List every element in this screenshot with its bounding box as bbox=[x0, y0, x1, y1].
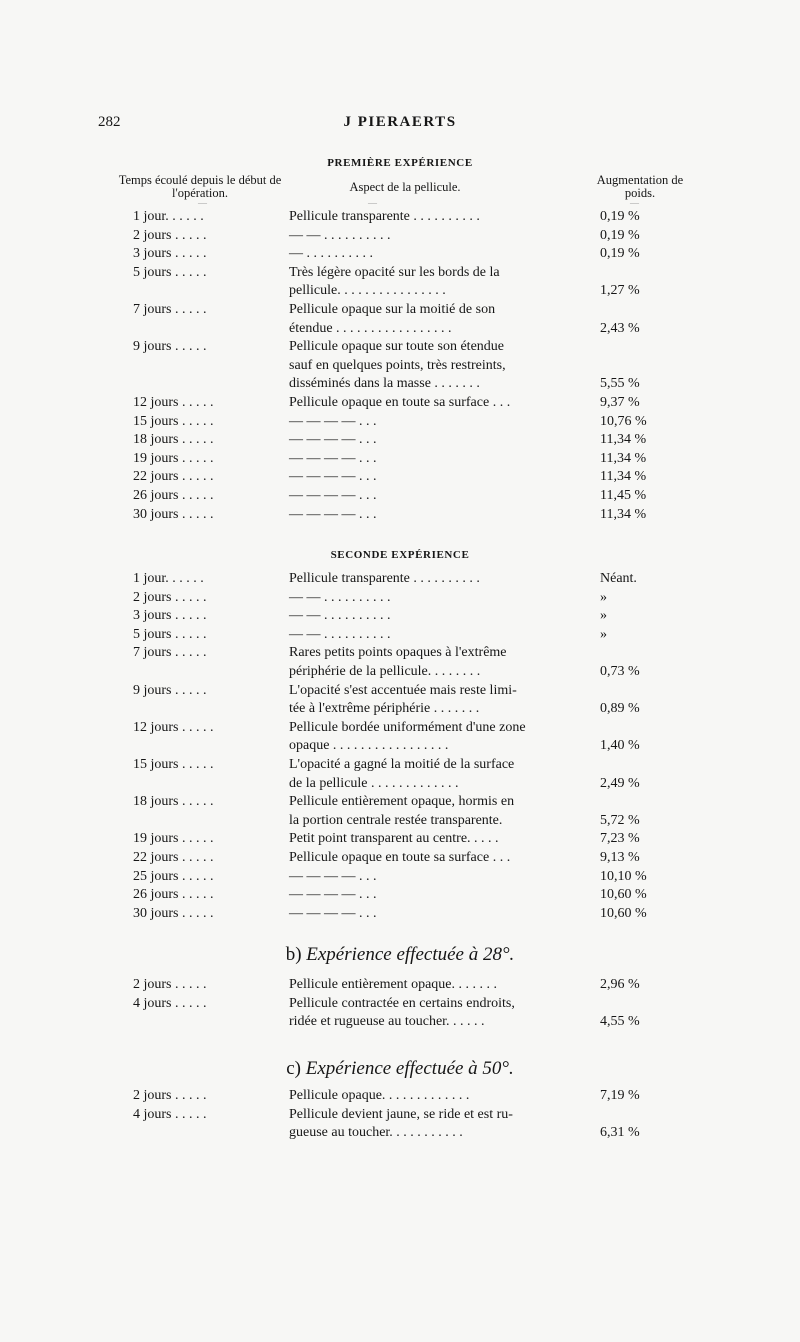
row-time: 2 jours . . . . . bbox=[133, 227, 207, 243]
subsection-heading-c bbox=[0, 1058, 800, 1080]
row-weight-gain: » bbox=[600, 626, 607, 642]
row-weight-gain: » bbox=[600, 589, 607, 605]
row-aspect-line: Pellicule devient jaune, se ride et est ru- bbox=[289, 1106, 513, 1122]
row-time: 2 jours . . . . . bbox=[133, 589, 207, 605]
row-weight-gain: Néant. bbox=[600, 571, 637, 586]
row-aspect-line: — — — — . . . bbox=[289, 450, 377, 466]
row-aspect-line: Pellicule bordée uniformément d'une zone bbox=[289, 719, 526, 735]
subsection-label: c) bbox=[286, 1058, 301, 1079]
row-aspect-line: Pellicule transparente . . . . . . . . . . bbox=[289, 209, 480, 224]
column-header-gain: Augmentation de poids. bbox=[596, 173, 684, 200]
header-rule-mark: — bbox=[368, 198, 377, 208]
row-weight-gain: 7,19 % bbox=[600, 1088, 640, 1103]
row-aspect-line: — — — — . . . bbox=[289, 887, 377, 903]
row-weight-gain: 11,34 % bbox=[600, 469, 647, 485]
row-aspect-line: disséminés dans la masse . . . . . . . bbox=[289, 376, 480, 392]
row-aspect-line: Pellicule opaque en toute sa surface . . . bbox=[289, 850, 511, 865]
row-time: 22 jours . . . . . bbox=[133, 850, 214, 865]
row-weight-gain: 0,19 % bbox=[600, 209, 640, 224]
row-weight-gain: 11,34 % bbox=[600, 506, 647, 522]
row-aspect-line: — . . . . . . . . . . bbox=[289, 246, 373, 262]
row-aspect-line: Pellicule opaque en toute sa surface . . . bbox=[289, 395, 511, 410]
row-aspect-line: — — — — . . . bbox=[289, 506, 377, 522]
row-time: 22 jours . . . . . bbox=[133, 469, 214, 485]
row-aspect-line: — — — — . . . bbox=[289, 905, 377, 921]
row-time: 26 jours . . . . . bbox=[133, 887, 214, 903]
row-weight-gain: 6,31 % bbox=[600, 1125, 640, 1141]
row-aspect-line: étendue . . . . . . . . . . . . . . . . . bbox=[289, 320, 452, 336]
row-aspect-line: de la pellicule . . . . . . . . . . . . . bbox=[289, 775, 459, 791]
row-aspect-line: tée à l'extrême périphérie . . . . . . . bbox=[289, 701, 480, 717]
row-aspect-line: — — — — . . . bbox=[289, 413, 377, 429]
column-header-time: Temps écoulé depuis le début de l'opération. bbox=[118, 173, 282, 200]
row-weight-gain: 0,19 % bbox=[600, 227, 640, 243]
subsection-heading-b bbox=[0, 944, 800, 966]
row-time: 2 jours . . . . . bbox=[133, 1088, 207, 1103]
row-time: 19 jours . . . . . bbox=[133, 450, 214, 466]
row-aspect-line: Pellicule transparente . . . . . . . . . . bbox=[289, 571, 480, 586]
subsection-label: b) bbox=[285, 944, 302, 965]
row-time: 30 jours . . . . . bbox=[133, 506, 214, 522]
row-aspect-line: — — — — . . . bbox=[289, 469, 377, 485]
row-time: 9 jours . . . . . bbox=[133, 339, 207, 355]
row-time: 18 jours . . . . . bbox=[133, 432, 214, 448]
row-weight-gain: 2,49 % bbox=[600, 775, 640, 791]
row-time: 18 jours . . . . . bbox=[133, 794, 214, 810]
row-time: 12 jours . . . . . bbox=[133, 719, 214, 735]
row-weight-gain: 11,34 % bbox=[600, 432, 647, 448]
row-aspect-line: ridée et rugueuse au toucher. . . . . . bbox=[289, 1014, 485, 1030]
section-title-seconde: SECONDE EXPÉRIENCE bbox=[330, 549, 470, 561]
header-rule-mark: — bbox=[630, 198, 639, 208]
row-time: 1 jour. . . . . . bbox=[133, 209, 204, 224]
row-aspect-line: sauf en quelques points, très restreints, bbox=[289, 357, 506, 373]
row-aspect-line: Pellicule entièrement opaque. . . . . . . bbox=[289, 977, 497, 992]
row-time: 2 jours . . . . . bbox=[133, 977, 207, 992]
row-weight-gain: 9,37 % bbox=[600, 395, 640, 410]
row-aspect-line: Pellicule opaque sur toute son étendue bbox=[289, 339, 504, 355]
header-rule-mark: — bbox=[198, 198, 207, 208]
row-weight-gain: 11,45 % bbox=[600, 488, 647, 503]
row-time: 19 jours . . . . . bbox=[133, 831, 214, 847]
row-time: 9 jours . . . . . bbox=[133, 682, 207, 698]
running-title: J PIERAERTS bbox=[343, 114, 457, 130]
row-weight-gain: 11,34 % bbox=[600, 450, 647, 466]
row-weight-gain: 0,19 % bbox=[600, 246, 640, 262]
column-header-aspect: Aspect de la pellicule. bbox=[349, 180, 461, 194]
row-weight-gain: » bbox=[600, 608, 607, 624]
row-time: 12 jours . . . . . bbox=[133, 395, 214, 410]
row-time: 5 jours . . . . . bbox=[133, 626, 207, 642]
row-time: 3 jours . . . . . bbox=[133, 246, 207, 262]
row-aspect-line: Rares petits points opaques à l'extrême bbox=[289, 645, 507, 661]
row-weight-gain: 10,10 % bbox=[600, 868, 647, 884]
row-aspect-line: la portion centrale restée transparente. bbox=[289, 812, 503, 828]
row-aspect-line: — — . . . . . . . . . . bbox=[289, 608, 391, 624]
row-weight-gain: 4,55 % bbox=[600, 1014, 640, 1030]
row-aspect-line: — — . . . . . . . . . . bbox=[289, 227, 391, 243]
subsection-title: Expérience effectuée à 28°. bbox=[306, 944, 515, 965]
row-weight-gain: 0,73 % bbox=[600, 663, 640, 679]
row-time: 3 jours . . . . . bbox=[133, 608, 207, 624]
row-aspect-line: — — — — . . . bbox=[289, 488, 377, 503]
row-aspect-line: gueuse au toucher. . . . . . . . . . . bbox=[289, 1125, 463, 1141]
page-number: 282 bbox=[98, 114, 121, 130]
row-aspect-line: — — . . . . . . . . . . bbox=[289, 626, 391, 642]
row-weight-gain: 7,23 % bbox=[600, 831, 640, 847]
row-aspect-line: — — . . . . . . . . . . bbox=[289, 589, 391, 605]
row-aspect-line: périphérie de la pellicule. . . . . . . . bbox=[289, 663, 481, 679]
row-aspect-line: pellicule. . . . . . . . . . . . . . . . bbox=[289, 283, 446, 299]
row-aspect-line: Très légère opacité sur les bords de la bbox=[289, 264, 500, 280]
row-aspect-line: Pellicule opaque sur la moitié de son bbox=[289, 302, 496, 317]
row-aspect-line: Pellicule entièrement opaque, hormis en bbox=[289, 794, 515, 810]
row-weight-gain: 10,60 % bbox=[600, 887, 647, 903]
row-aspect-line: opaque . . . . . . . . . . . . . . . . . bbox=[289, 738, 449, 754]
row-weight-gain: 10,60 % bbox=[600, 905, 647, 921]
row-time: 15 jours . . . . . bbox=[133, 757, 214, 772]
row-aspect-line: L'opacité a gagné la moitié de la surface bbox=[289, 757, 515, 772]
row-aspect-line: L'opacité s'est accentuée mais reste limi- bbox=[289, 682, 517, 698]
row-weight-gain: 2,96 % bbox=[600, 977, 640, 992]
row-weight-gain: 1,27 % bbox=[600, 283, 640, 299]
row-aspect-line: Pellicule opaque. . . . . . . . . . . . . bbox=[289, 1088, 470, 1103]
section-title-premiere: PREMIÈRE EXPÉRIENCE bbox=[327, 157, 473, 169]
row-aspect-line: — — — — . . . bbox=[289, 432, 377, 448]
row-time: 4 jours . . . . . bbox=[133, 1106, 207, 1122]
row-aspect-line: Petit point transparent au centre. . . . . bbox=[289, 831, 499, 847]
row-time: 7 jours . . . . . bbox=[133, 302, 207, 317]
row-aspect-line: Pellicule contractée en certains endroits, bbox=[289, 995, 515, 1011]
row-time: 1 jour. . . . . . bbox=[133, 571, 204, 586]
subsection-title: Expérience effectuée à 50°. bbox=[305, 1058, 514, 1079]
row-weight-gain: 1,40 % bbox=[600, 738, 640, 754]
row-weight-gain: 0,89 % bbox=[600, 701, 640, 717]
row-time: 4 jours . . . . . bbox=[133, 995, 207, 1011]
row-aspect-line: — — — — . . . bbox=[289, 868, 377, 884]
row-weight-gain: 2,43 % bbox=[600, 320, 640, 336]
row-time: 30 jours . . . . . bbox=[133, 905, 214, 921]
row-weight-gain: 10,76 % bbox=[600, 413, 647, 429]
row-time: 5 jours . . . . . bbox=[133, 264, 207, 280]
row-weight-gain: 5,55 % bbox=[600, 376, 640, 392]
row-time: 25 jours . . . . . bbox=[133, 868, 214, 884]
row-time: 15 jours . . . . . bbox=[133, 413, 214, 429]
row-weight-gain: 9,13 % bbox=[600, 850, 640, 865]
row-time: 7 jours . . . . . bbox=[133, 645, 207, 661]
row-time: 26 jours . . . . . bbox=[133, 488, 214, 503]
row-weight-gain: 5,72 % bbox=[600, 812, 640, 828]
